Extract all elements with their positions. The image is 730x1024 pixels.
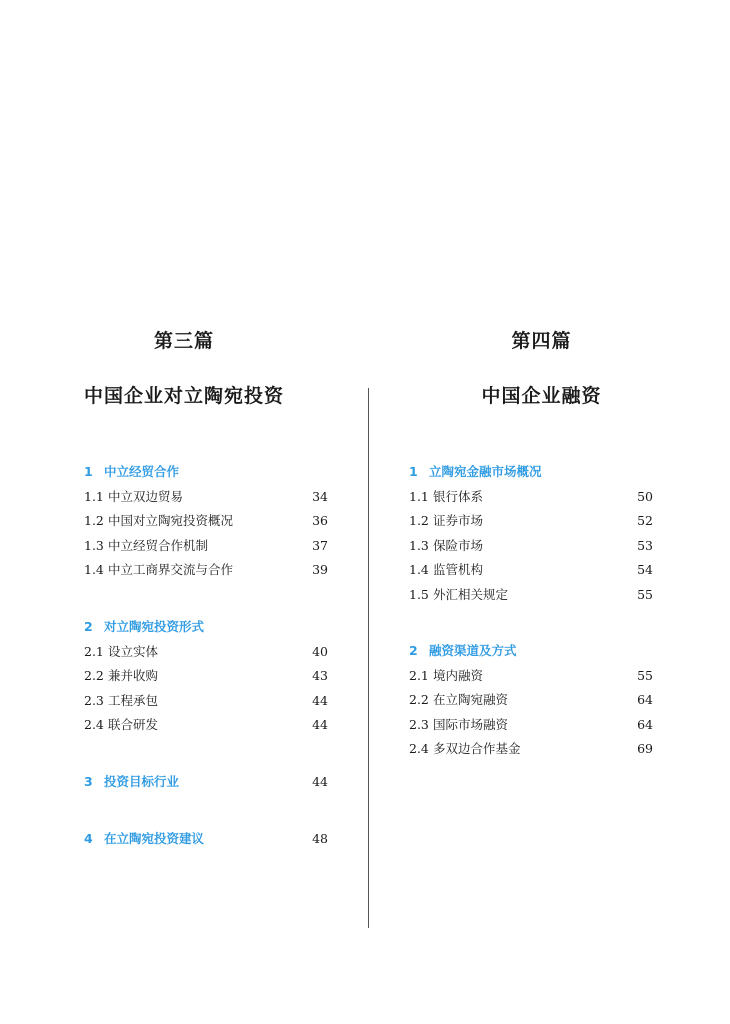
toc-section-heading[interactable]	[409, 641, 653, 661]
toc-entry[interactable]	[409, 585, 653, 605]
toc-entry-label: 设立实体	[108, 643, 159, 659]
toc-entry-label: 中立双边贸易	[108, 488, 184, 504]
toc-entry[interactable]	[409, 666, 653, 686]
toc-page-number: 54	[637, 562, 653, 577]
toc-entry-number: 1.4	[409, 562, 429, 577]
toc-page-number: 40	[312, 643, 328, 659]
toc-entry-label: 境内融资	[433, 667, 484, 683]
toc-page-number: 50	[637, 488, 653, 504]
toc-entry[interactable]	[409, 487, 653, 507]
toc-section-title: 对立陶宛投资形式	[104, 619, 205, 634]
toc-entry-label: 中国对立陶宛投资概况	[108, 513, 234, 528]
part-three-subtitle: 中国企业对立陶宛投资	[83, 385, 284, 407]
toc-section-number: 4	[84, 831, 93, 846]
toc-entry-number: 2.3	[84, 692, 104, 708]
toc-page-number: 52	[637, 513, 653, 528]
toc-section-heading[interactable]	[84, 829, 328, 849]
right-column	[369, 0, 730, 1024]
toc-entry-number: 2.3	[409, 716, 429, 732]
toc-page-number: 44	[312, 692, 328, 708]
toc-section-number: 1	[84, 464, 93, 479]
toc-entry-number: 1.3	[84, 537, 104, 553]
toc-entry-number: 2.1	[409, 667, 429, 683]
toc-section-title: 投资目标行业	[104, 774, 180, 789]
toc-entry[interactable]	[84, 666, 328, 686]
toc-entry-label: 证券市场	[433, 513, 484, 528]
toc-section-title: 在立陶宛投资建议	[104, 831, 205, 846]
toc-page-number: 64	[637, 716, 653, 732]
toc-entry-label: 中立经贸合作机制	[108, 537, 209, 553]
toc-entry[interactable]	[84, 642, 328, 662]
toc-entry-label: 工程承包	[108, 692, 159, 708]
toc-entry-number: 1.1	[409, 488, 429, 504]
toc-entry[interactable]	[84, 691, 328, 711]
toc-section-heading[interactable]	[84, 617, 328, 637]
toc-page-number: 64	[637, 692, 653, 707]
toc-entry-label: 中立工商界交流与合作	[108, 562, 234, 577]
toc-entry-label: 银行体系	[433, 488, 484, 504]
toc-entry-label: 监管机构	[433, 562, 484, 577]
toc-entry-number: 2.4	[409, 741, 429, 756]
toc-entry-number: 1.3	[409, 537, 429, 553]
toc-page-number: 44	[312, 717, 328, 732]
toc-page-number: 39	[312, 562, 328, 577]
toc-entry[interactable]	[409, 511, 653, 531]
toc-entry-label: 在立陶宛融资	[433, 692, 509, 707]
toc-page-number: 44	[312, 774, 328, 789]
toc-entry[interactable]	[84, 715, 328, 735]
toc-page-number: 53	[637, 537, 653, 553]
toc-entry-number: 1.5	[409, 586, 429, 602]
toc-entry[interactable]	[84, 487, 328, 507]
toc-section-number: 1	[409, 464, 418, 479]
toc-entry-number: 2.2	[84, 668, 104, 683]
toc-section-title: 立陶宛金融市场概况	[429, 464, 542, 479]
toc-entry[interactable]	[409, 715, 653, 735]
toc-entry[interactable]	[84, 536, 328, 556]
toc-page-number: 43	[312, 668, 328, 683]
toc-section-heading[interactable]	[409, 462, 653, 482]
toc-section-number: 2	[84, 619, 93, 634]
toc-entry-label: 国际市场融资	[433, 716, 509, 732]
toc-entry-number: 2.4	[84, 717, 104, 732]
toc-section-title: 中立经贸合作	[104, 464, 180, 479]
toc-page-number: 48	[312, 831, 328, 846]
toc-page-number: 55	[637, 667, 653, 683]
toc-page-number: 36	[312, 513, 328, 528]
toc-section-number: 2	[409, 643, 418, 658]
toc-page-number: 69	[637, 741, 653, 756]
toc-section-heading[interactable]	[84, 772, 328, 792]
toc-page-number: 55	[637, 586, 653, 602]
toc-page-number: 34	[312, 488, 328, 504]
toc-page-number: 37	[312, 537, 328, 553]
toc-entry[interactable]	[409, 739, 653, 759]
toc-entry-label: 联合研发	[108, 717, 159, 732]
part-four-subtitle: 中国企业融资	[481, 385, 602, 407]
toc-entry-number: 1.1	[84, 488, 104, 504]
toc-entry-number: 1.2	[84, 513, 104, 528]
toc-entry[interactable]	[409, 536, 653, 556]
toc-entry[interactable]	[84, 560, 328, 580]
toc-entry-number: 1.4	[84, 562, 104, 577]
part-three-title: 第三篇	[153, 330, 214, 352]
toc-entry[interactable]	[409, 560, 653, 580]
toc-entry[interactable]	[409, 690, 653, 710]
part-four-title: 第四篇	[511, 330, 572, 352]
toc-entry-label: 保险市场	[433, 537, 484, 553]
toc-entry-label: 兼并收购	[108, 668, 159, 683]
toc-entry-label: 外汇相关规定	[433, 586, 509, 602]
toc-section-number: 3	[84, 774, 93, 789]
toc-entry-number: 1.2	[409, 513, 429, 528]
toc-section-heading[interactable]	[84, 462, 328, 482]
toc-entry-number: 2.1	[84, 643, 104, 659]
toc-section-title: 融资渠道及方式	[429, 643, 517, 658]
toc-entry[interactable]	[84, 511, 328, 531]
toc-entry-number: 2.2	[409, 692, 429, 707]
toc-entry-label: 多双边合作基金	[433, 741, 521, 756]
